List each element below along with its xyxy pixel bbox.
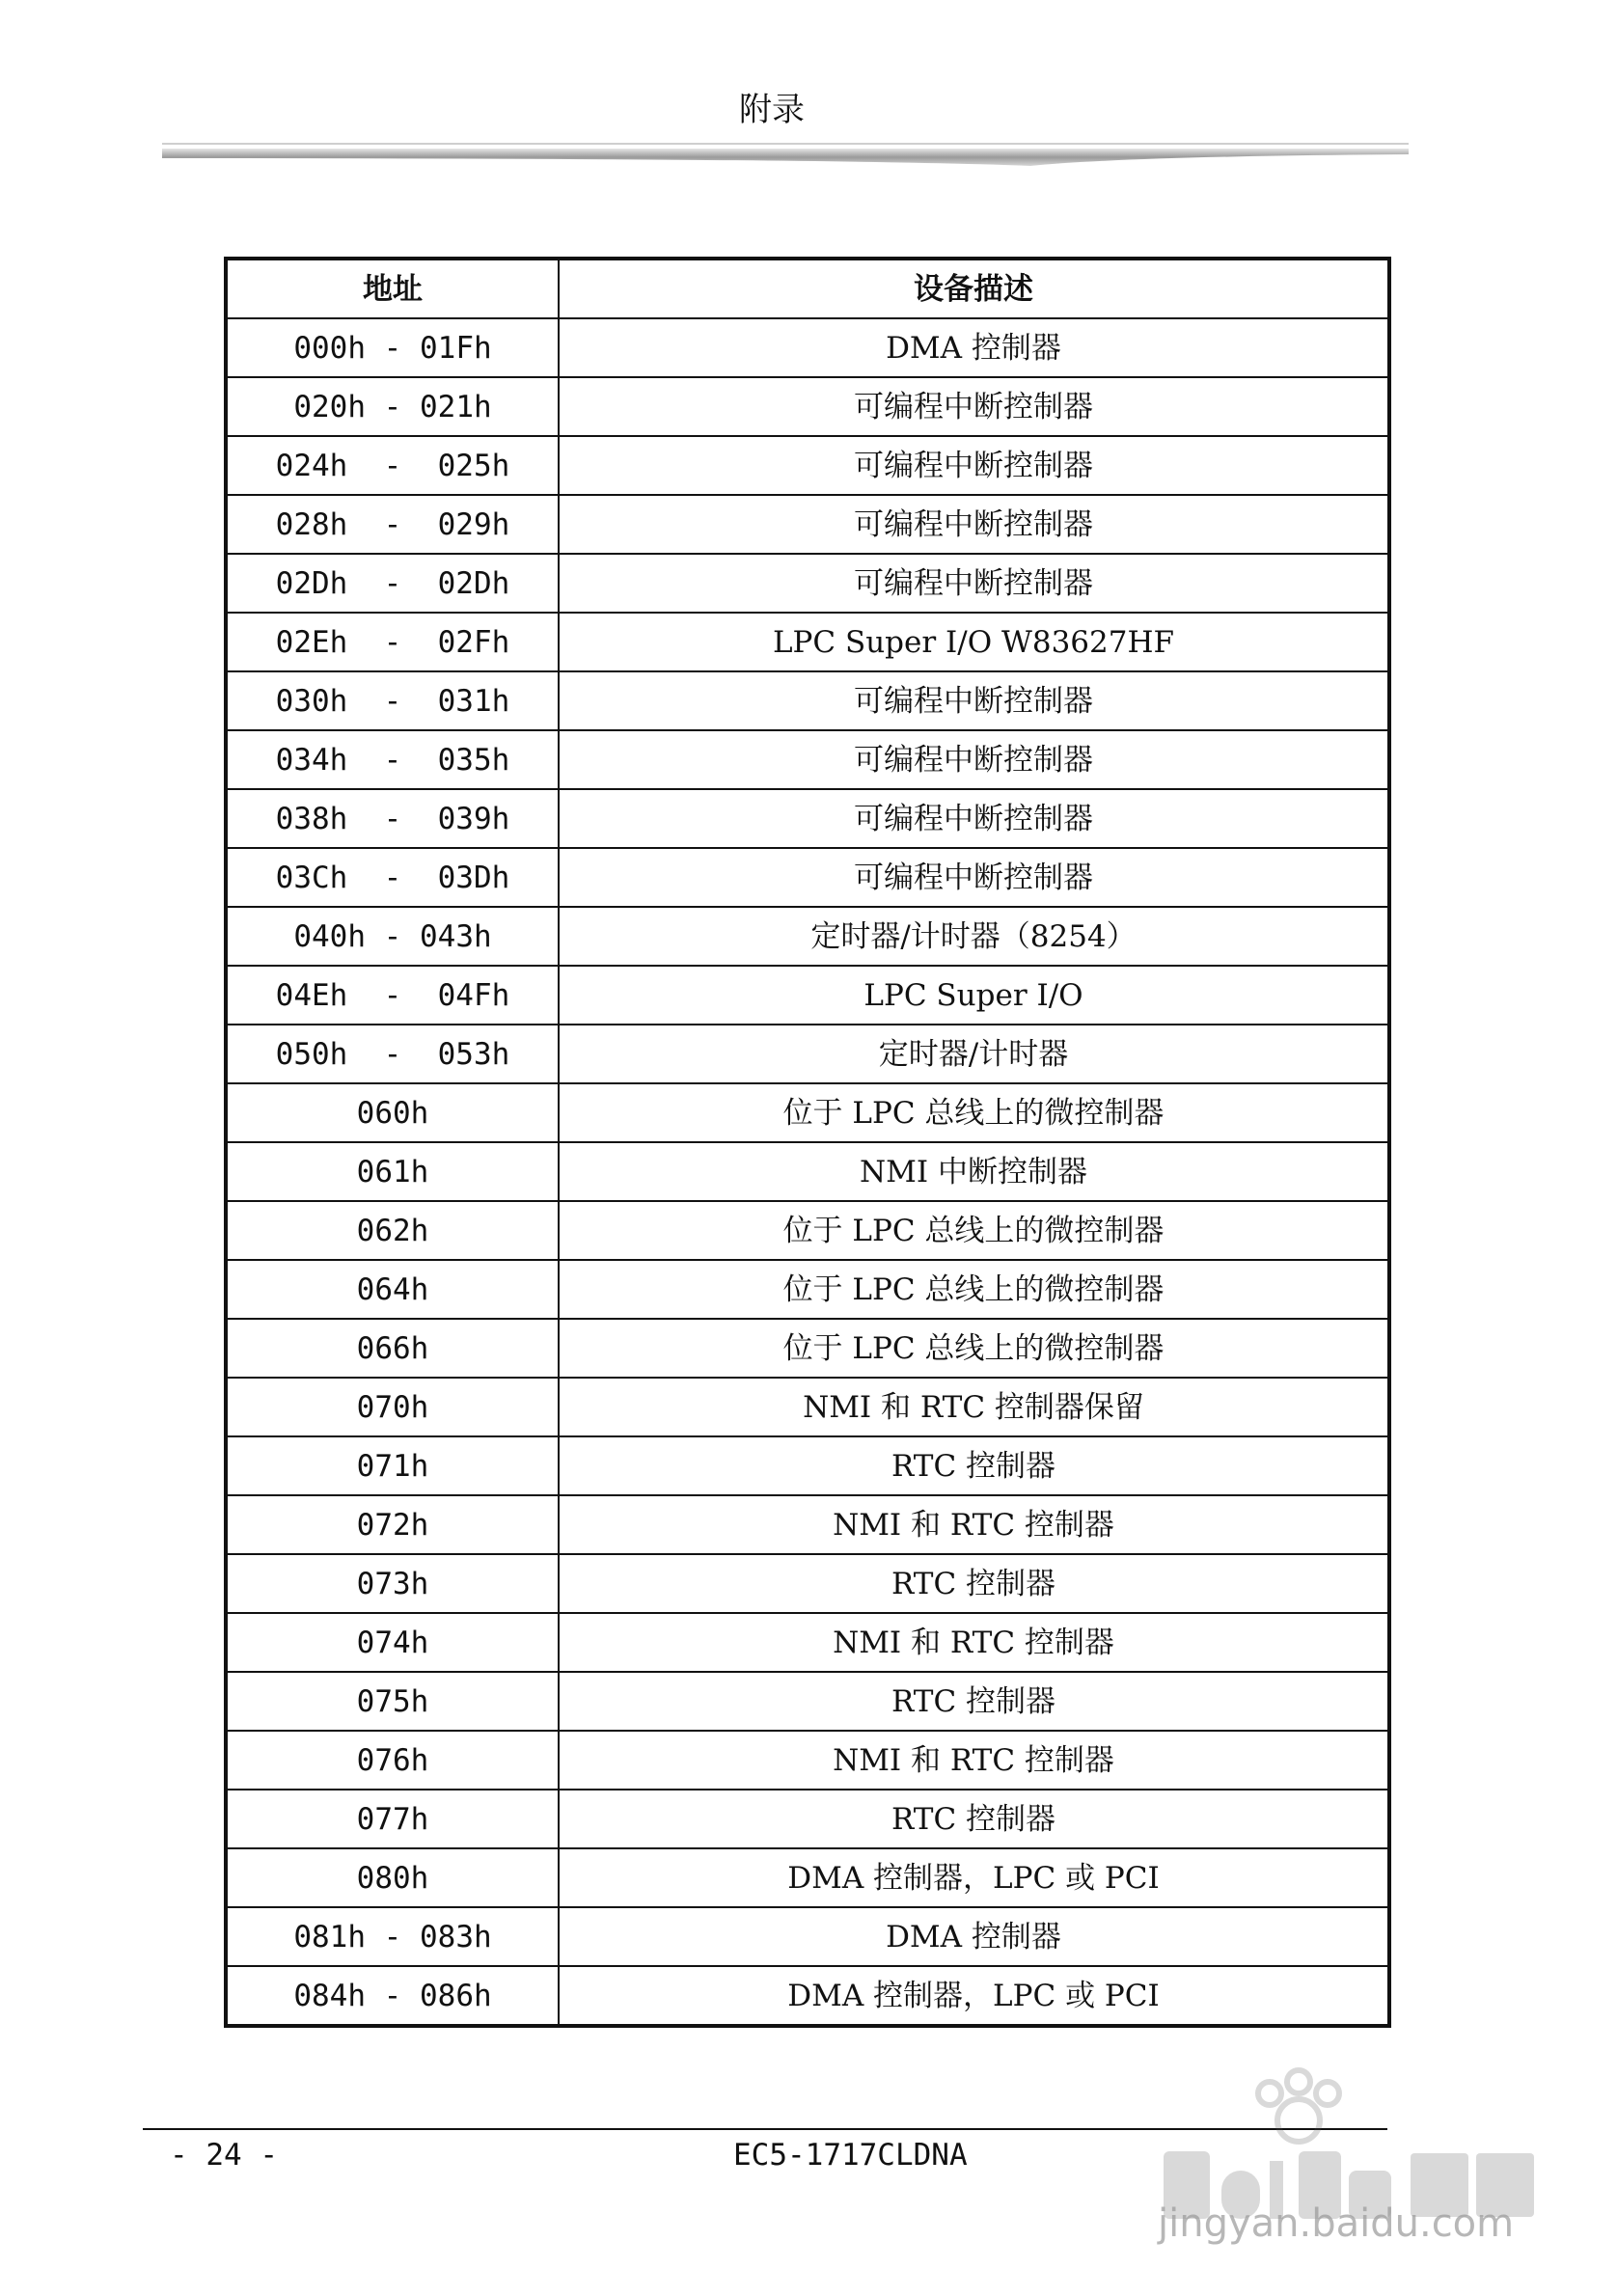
address-cell: 034h - 035h (226, 730, 559, 789)
address-cell: 081h - 083h (226, 1907, 559, 1966)
table-row (226, 1142, 1389, 1201)
address-cell: 028h - 029h (226, 495, 559, 554)
page-number: - 24 - (170, 2138, 278, 2173)
description-cell: 可编程中断控制器 (559, 495, 1389, 554)
address-cell: 030h - 031h (226, 671, 559, 730)
description-cell: 定时器/计时器 (559, 1025, 1389, 1083)
description-cell: 位于 LPC 总线上的微控制器 (559, 1260, 1389, 1319)
watermark-url: jingyan.baidu.com (1158, 2201, 1515, 2246)
table-row (226, 1495, 1389, 1554)
address-cell: 077h (226, 1790, 559, 1848)
description-cell: 位于 LPC 总线上的微控制器 (559, 1083, 1389, 1142)
table-row (226, 1083, 1389, 1142)
description-cell: DMA 控制器 (559, 318, 1389, 377)
table-row (226, 671, 1389, 730)
address-cell: 074h (226, 1613, 559, 1672)
address-cell: 060h (226, 1083, 559, 1142)
column-header-description: 设备描述 (559, 259, 1389, 318)
address-cell: 073h (226, 1554, 559, 1613)
address-cell: 072h (226, 1495, 559, 1554)
address-cell: 066h (226, 1319, 559, 1378)
table-row (226, 1201, 1389, 1260)
address-cell: 03Ch - 03Dh (226, 848, 559, 907)
table-row (226, 1966, 1389, 2026)
address-cell: 080h (226, 1848, 559, 1907)
address-cell: 064h (226, 1260, 559, 1319)
address-cell: 040h - 043h (226, 907, 559, 966)
page-header-title: 附录 (739, 91, 805, 129)
address-cell: 061h (226, 1142, 559, 1201)
table-row (226, 848, 1389, 907)
description-cell: 可编程中断控制器 (559, 671, 1389, 730)
description-cell: RTC 控制器 (559, 1790, 1389, 1848)
address-cell: 024h - 025h (226, 436, 559, 495)
address-cell: 062h (226, 1201, 559, 1260)
column-header-address: 地址 (226, 259, 559, 318)
address-cell: 075h (226, 1672, 559, 1731)
description-cell: 可编程中断控制器 (559, 377, 1389, 436)
table-row (226, 377, 1389, 436)
table-row (226, 907, 1389, 966)
description-cell: DMA 控制器，LPC 或 PCI (559, 1966, 1389, 2026)
description-cell: NMI 和 RTC 控制器 (559, 1731, 1389, 1790)
address-cell: 02Dh - 02Dh (226, 554, 559, 613)
address-cell: 076h (226, 1731, 559, 1790)
table-row (226, 554, 1389, 613)
table-row (226, 1790, 1389, 1848)
address-cell: 050h - 053h (226, 1025, 559, 1083)
table-row (226, 1848, 1389, 1907)
table-row (226, 1672, 1389, 1731)
table-row (226, 1378, 1389, 1436)
address-cell: 038h - 039h (226, 789, 559, 848)
table-row (226, 1260, 1389, 1319)
description-cell: 定时器/计时器（8254） (559, 907, 1389, 966)
description-cell: RTC 控制器 (559, 1554, 1389, 1613)
address-cell: 020h - 021h (226, 377, 559, 436)
io-address-table-wrap (224, 257, 1387, 2028)
description-cell: 可编程中断控制器 (559, 436, 1389, 495)
table-row (226, 1554, 1389, 1613)
description-cell: DMA 控制器 (559, 1907, 1389, 1966)
table-row (226, 1907, 1389, 1966)
table-row (226, 1731, 1389, 1790)
description-cell: NMI 中断控制器 (559, 1142, 1389, 1201)
description-cell: 位于 LPC 总线上的微控制器 (559, 1319, 1389, 1378)
table-row (226, 1436, 1389, 1495)
address-cell: 04Eh - 04Fh (226, 966, 559, 1025)
header-rule (162, 143, 1409, 168)
table-row (226, 789, 1389, 848)
model-number: EC5-1717CLDNA (733, 2138, 968, 2173)
address-cell: 000h - 01Fh (226, 318, 559, 377)
description-cell: DMA 控制器，LPC 或 PCI (559, 1848, 1389, 1907)
description-cell: LPC Super I/O W83627HF (559, 613, 1389, 671)
table-row (226, 1319, 1389, 1378)
address-cell: 02Eh - 02Fh (226, 613, 559, 671)
description-cell: NMI 和 RTC 控制器 (559, 1495, 1389, 1554)
address-cell: 071h (226, 1436, 559, 1495)
description-cell: LPC Super I/O (559, 966, 1389, 1025)
table-body (226, 318, 1389, 2026)
description-cell: RTC 控制器 (559, 1672, 1389, 1731)
description-cell: NMI 和 RTC 控制器 (559, 1613, 1389, 1672)
table-header-row (226, 259, 1389, 318)
table-row (226, 436, 1389, 495)
table-row (226, 495, 1389, 554)
description-cell: RTC 控制器 (559, 1436, 1389, 1495)
io-address-table (224, 257, 1391, 2028)
description-cell: 可编程中断控制器 (559, 554, 1389, 613)
description-cell: NMI 和 RTC 控制器保留 (559, 1378, 1389, 1436)
address-cell: 070h (226, 1378, 559, 1436)
description-cell: 位于 LPC 总线上的微控制器 (559, 1201, 1389, 1260)
description-cell: 可编程中断控制器 (559, 848, 1389, 907)
table-row (226, 1025, 1389, 1083)
description-cell: 可编程中断控制器 (559, 789, 1389, 848)
description-cell: 可编程中断控制器 (559, 730, 1389, 789)
table-row (226, 318, 1389, 377)
table-row (226, 613, 1389, 671)
table-row (226, 1613, 1389, 1672)
address-cell: 084h - 086h (226, 1966, 559, 2026)
table-row (226, 966, 1389, 1025)
table-row (226, 730, 1389, 789)
